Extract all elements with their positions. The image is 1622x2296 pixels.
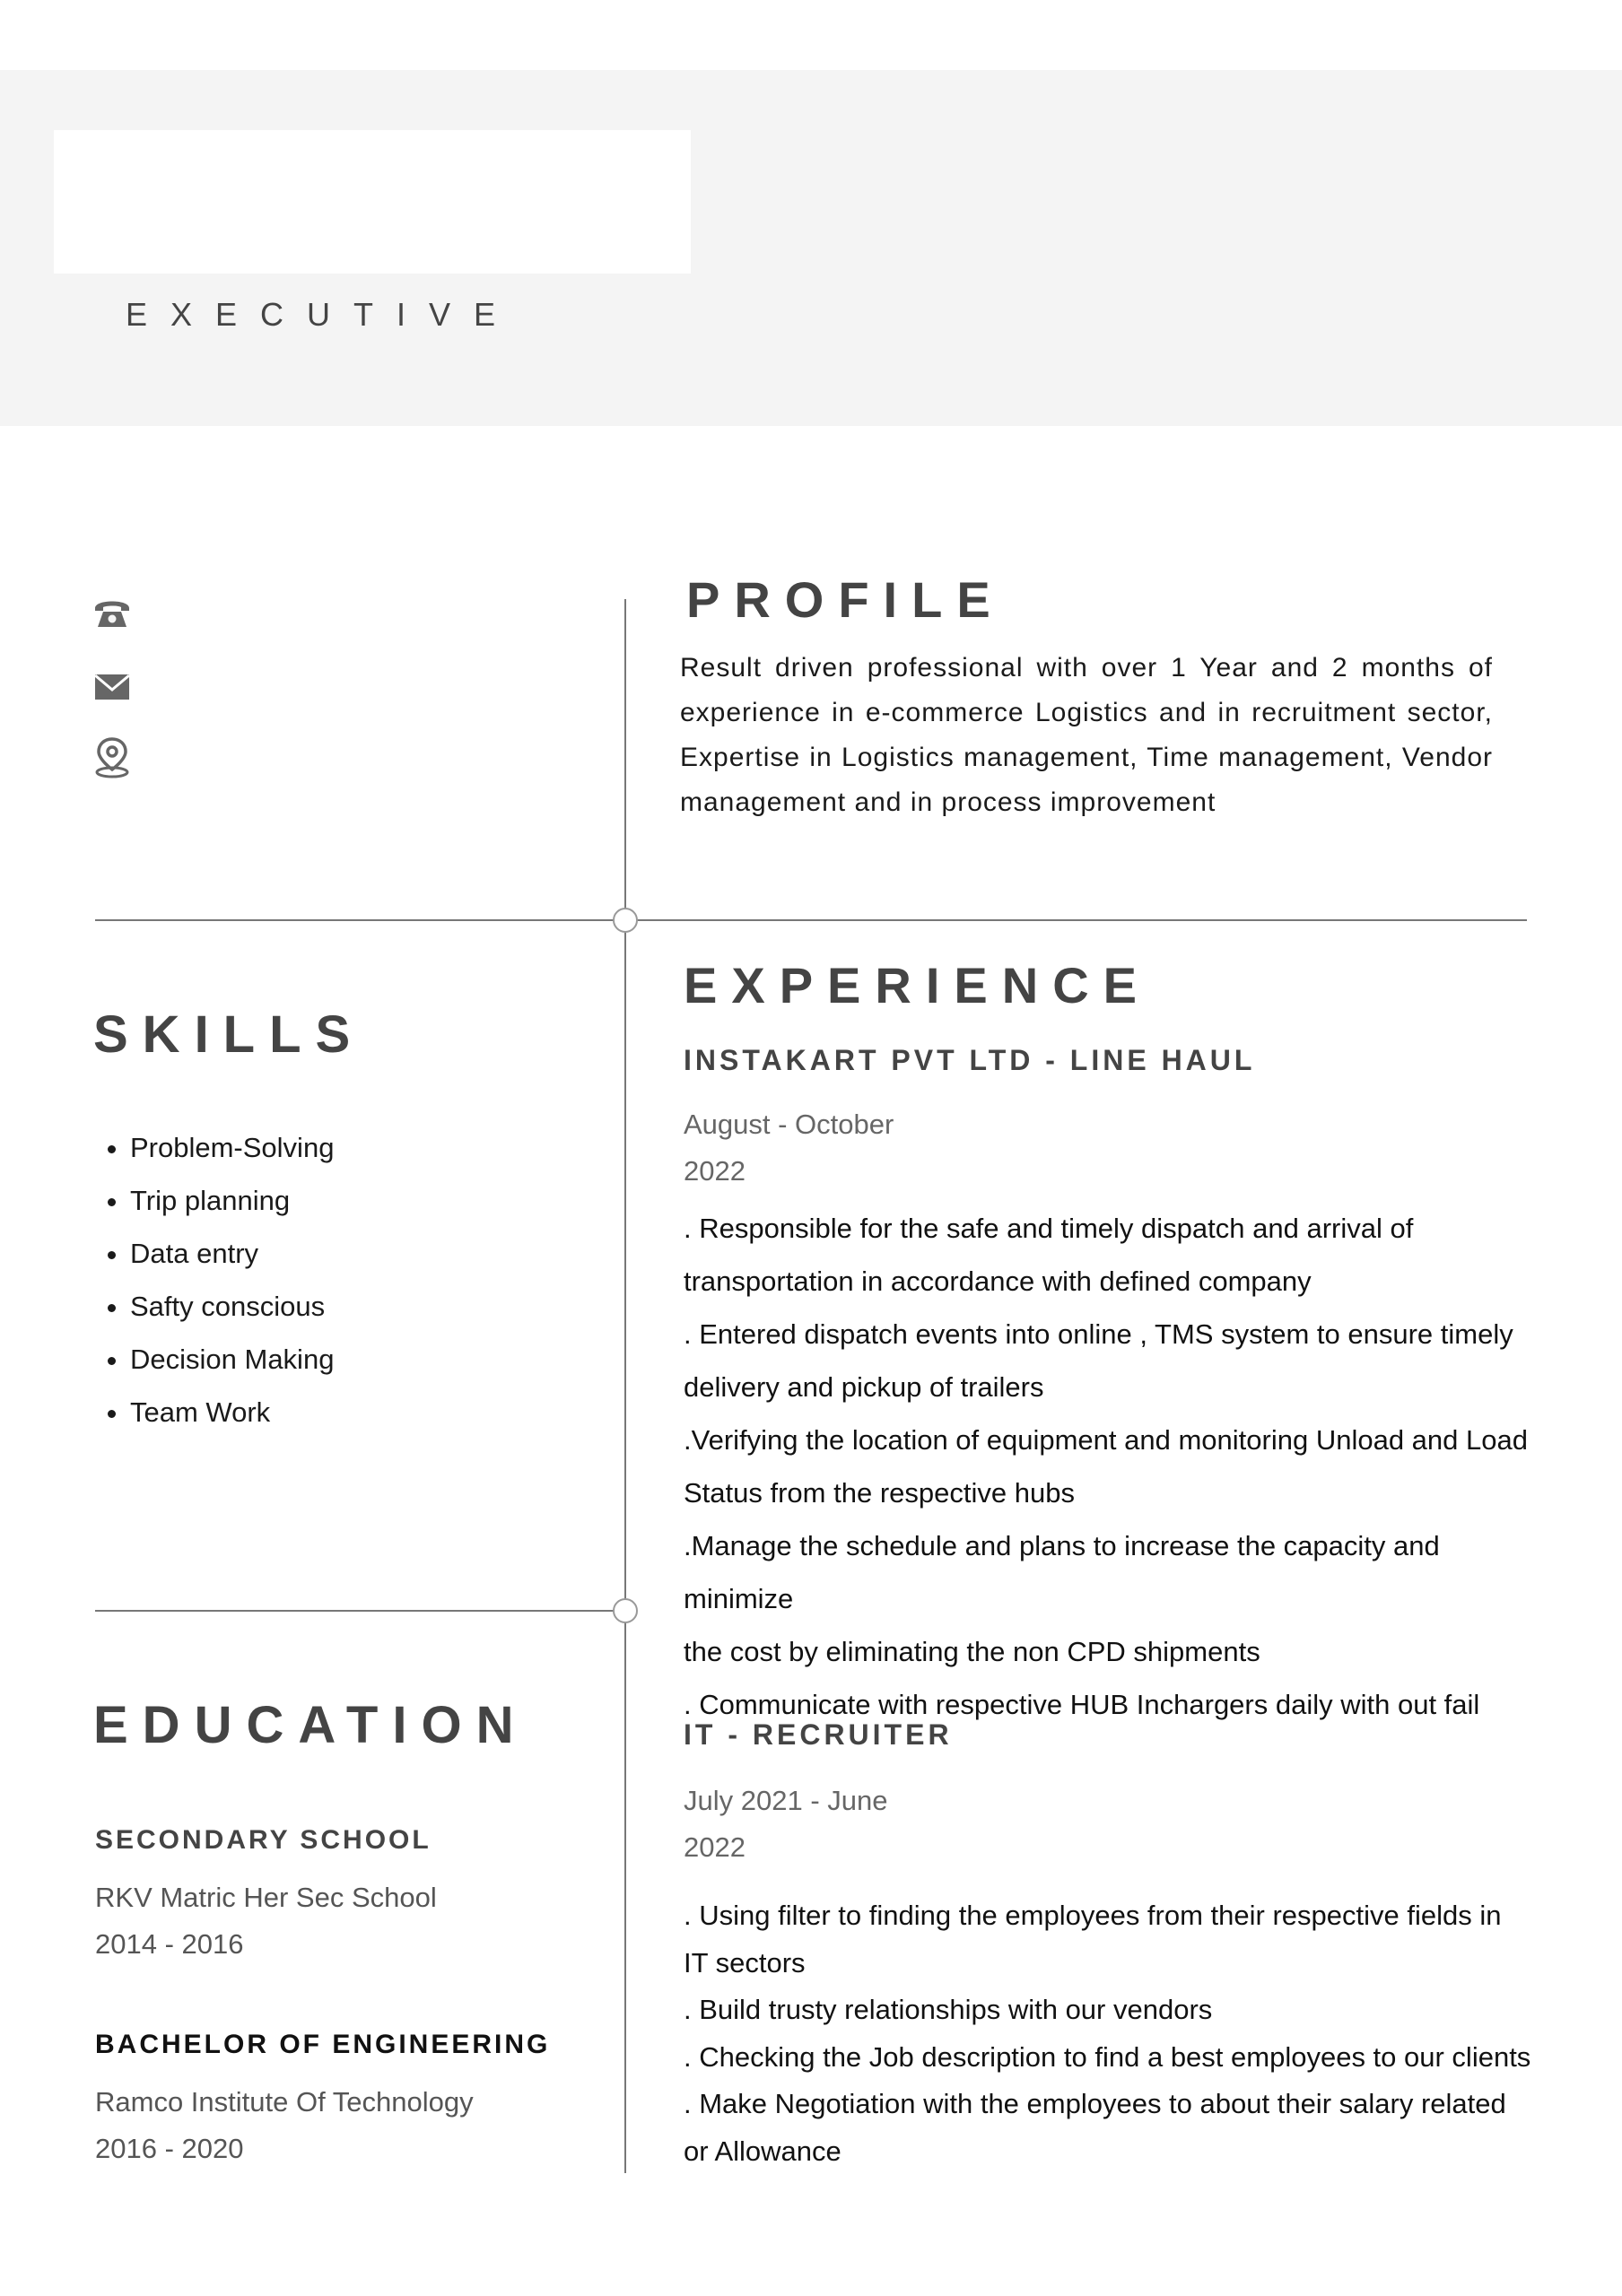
job-date-year: 2022 [684, 1155, 746, 1187]
skills-list [99, 1121, 334, 1439]
job-bullets [684, 1892, 1536, 2175]
job-bullet: . Checking the Job description to find a best employees to our clients [684, 2040, 1531, 2073]
horizontal-divider-1 [95, 919, 1527, 921]
education-degree: BACHELOR OF ENGINEERING [95, 2030, 551, 2059]
job-bullet: . Entered dispatch events into online , TMS system to ensure timely [684, 1318, 1513, 1350]
profile-heading: PROFILE [686, 571, 1005, 628]
job-title: EXECUTIVE [126, 296, 519, 333]
job-bullet: . Make Negotiation with the employees to about their salary related [684, 2088, 1506, 2119]
profile-text: Result driven professional with over 1 Year and 2 months of experience in e-commerce Logistics and in recruitment sector, Expertise in Logistics management, Time management, Vendor management and in process improvement [680, 653, 1493, 817]
mail-icon [92, 669, 132, 705]
job-bullet: transportation in accordance with defined company [684, 1265, 1312, 1297]
education-school: Ramco Institute Of Technology [95, 2086, 474, 2118]
skill-item: • Decision Making [130, 1333, 334, 1386]
skills-heading: SKILLS [93, 1005, 365, 1064]
horizontal-divider-2 [95, 1610, 624, 1612]
job-bullet: .Manage the schedule and plans to increase the capacity and minimize [684, 1530, 1440, 1614]
skill-item: • Data entry [130, 1227, 334, 1280]
education-years: 2014 - 2016 [95, 1928, 244, 1960]
skill-item: • Team Work [130, 1386, 334, 1439]
skill-item: • Safty conscious [130, 1280, 334, 1333]
skill-item: • Problem-Solving [130, 1121, 334, 1174]
skill-item: • Trip planning [130, 1174, 334, 1227]
job-bullet: . Communicate with respective HUB Inchargers daily with out fail [684, 1689, 1480, 1720]
education-school: RKV Matric Her Sec School [95, 1882, 437, 1913]
job-bullet: the cost by eliminating the non CPD shipments [684, 1636, 1260, 1667]
job-date: August - October [684, 1109, 894, 1140]
education-heading: EDUCATION [93, 1696, 528, 1754]
name-box [54, 130, 691, 274]
job-bullet: delivery and pickup of trailers [684, 1371, 1044, 1403]
job-bullet: Status from the respective hubs [684, 1477, 1075, 1509]
phone-icon [92, 594, 132, 630]
job-date: July 2021 - June [684, 1785, 888, 1816]
vertical-divider [624, 599, 626, 2173]
divider-node-1 [613, 908, 638, 933]
job-date-year: 2022 [684, 1831, 746, 1863]
location-icon [92, 735, 132, 778]
job-bullet: . Build trusty relationships with our vendors [684, 1994, 1213, 2025]
job-role: IT - RECRUITER [684, 1718, 953, 1751]
job-bullet: IT sectors [684, 1946, 806, 1979]
job-bullet: . Using filter to finding the employees from their respective fields in [684, 1900, 1502, 1931]
job-bullet: . Responsible for the safe and timely dispatch and arrival of [684, 1213, 1414, 1244]
experience-heading: EXPERIENCE [684, 957, 1151, 1013]
job-bullets [684, 1202, 1536, 1731]
education-degree: SECONDARY SCHOOL [95, 1825, 432, 1855]
job-bullet: .Verifying the location of equipment and monitoring Unload and Load [684, 1424, 1528, 1456]
education-years: 2016 - 2020 [95, 2133, 244, 2164]
job-role: INSTAKART PVT LTD - LINE HAUL [684, 1044, 1256, 1076]
divider-node-2 [613, 1598, 638, 1623]
job-bullet: or Allowance [684, 2135, 842, 2167]
